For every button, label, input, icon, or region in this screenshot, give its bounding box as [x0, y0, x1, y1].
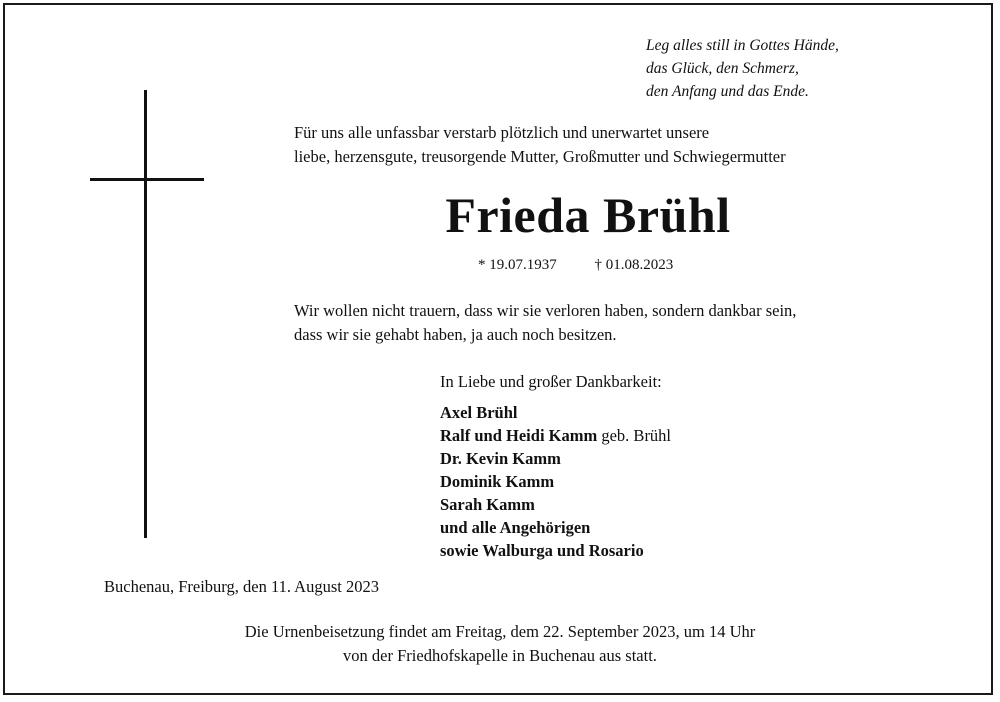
quote-line: Wir wollen nicht trauern, dass wir sie verloren haben, sondern dankbar sein,: [294, 301, 797, 320]
intro-line: Für uns alle unfassbar verstarb plötzlich und unerwartet unsere: [294, 123, 710, 142]
intro-line: liebe, herzensgute, treusorgende Mutter, Großmutter und Schwiegermutter: [294, 147, 786, 166]
mourner-note: geb. Brühl: [597, 426, 672, 445]
life-dates: [478, 257, 673, 274]
birth-date: * 19.07.1937: [478, 257, 557, 273]
mourner: Dominik Kamm: [440, 472, 555, 491]
mourner: und alle Angehörigen: [440, 518, 591, 537]
mourner: sowie Walburga und Rosario: [440, 541, 644, 560]
mourner: Sarah Kamm: [440, 495, 535, 514]
poem-line: den Anfang und das Ende.: [646, 83, 809, 100]
quote-line: dass wir sie gehabt haben, ja auch noch besitzen.: [294, 325, 617, 344]
funeral-notice: [0, 620, 1000, 668]
mourners-list: [440, 401, 671, 562]
death-date: † 01.08.2023: [594, 257, 674, 273]
cross-vertical-bar: [144, 90, 147, 538]
signoff: In Liebe und großer Dankbarkeit:: [440, 372, 662, 391]
poem: [646, 34, 839, 103]
place-date: Buchenau, Freiburg, den 11. August 2023: [104, 577, 379, 596]
funeral-line: von der Friedhofskapelle in Buchenau aus statt.: [343, 646, 657, 665]
deceased-name: Frieda Brühl: [445, 187, 731, 243]
funeral-line: Die Urnenbeisetzung findet am Freitag, dem 22. September 2023, um 14 Uhr: [244, 622, 756, 641]
mourner: [440, 424, 671, 447]
quote-text: [294, 299, 796, 347]
poem-line: das Glück, den Schmerz,: [646, 60, 799, 77]
mourner-name: Ralf und Heidi Kamm: [440, 426, 598, 445]
mourner: Axel Brühl: [440, 403, 518, 422]
intro-text: [294, 121, 786, 169]
poem-line: Leg alles still in Gottes Hände,: [646, 37, 839, 54]
cross-horizontal-bar: [90, 178, 204, 181]
mourner: Dr. Kevin Kamm: [440, 449, 561, 468]
